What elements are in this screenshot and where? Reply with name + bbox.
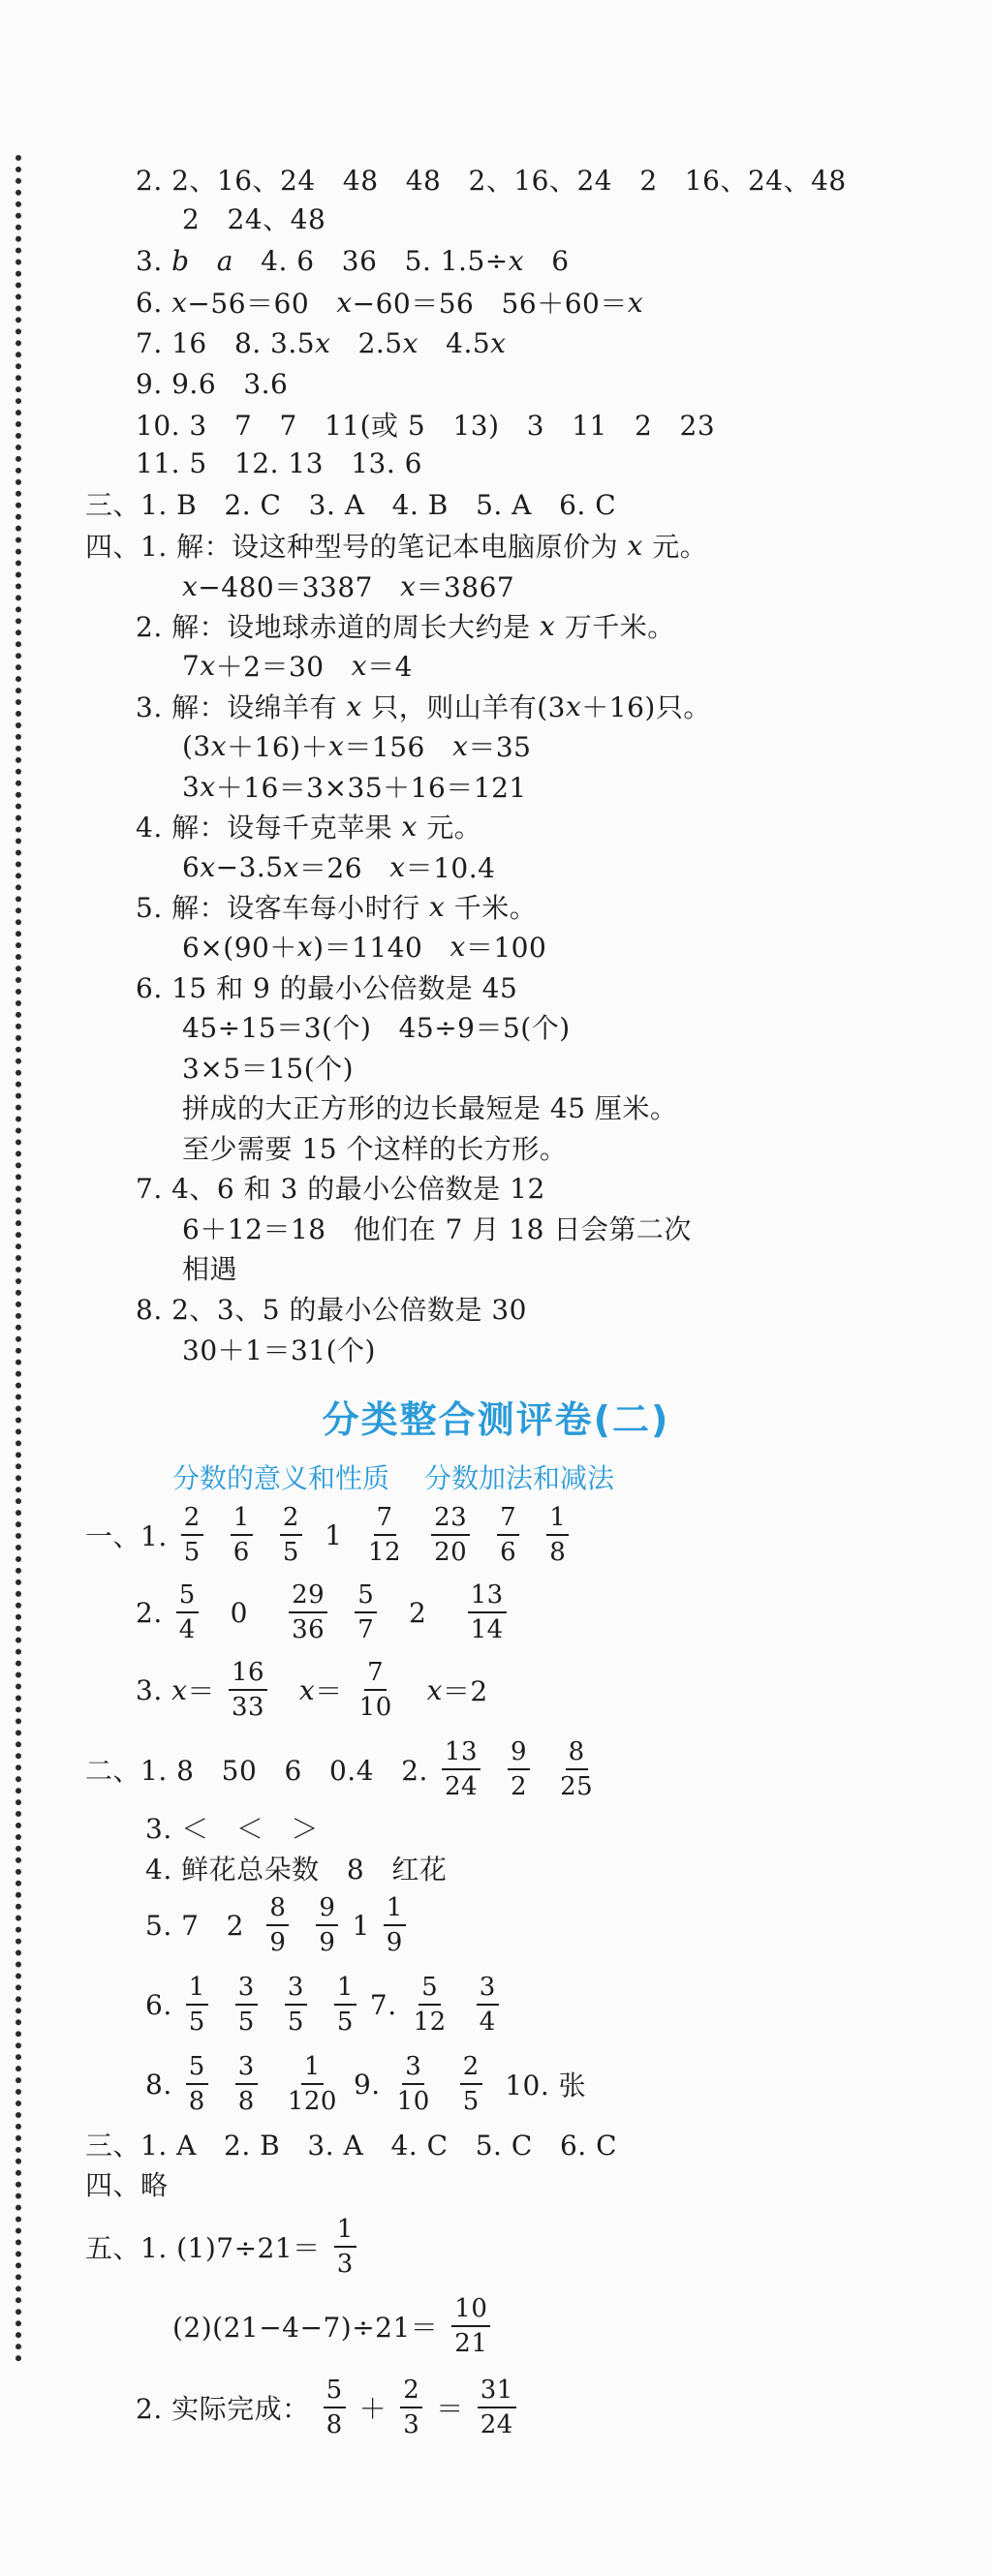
variable-text: x	[565, 690, 582, 722]
fraction-denominator: 36	[292, 1615, 326, 1644]
fraction-denominator: 12	[413, 2008, 447, 2037]
answer-text: 二、1. 8 50 6 0.4 2.	[85, 1755, 428, 1787]
variable-text: x	[171, 286, 188, 319]
fraction-numerator: 2	[181, 1505, 203, 1536]
answer-text: 6＋12＝18 他们在 7 月 18 日会第二次	[182, 1213, 692, 1245]
fraction-numerator: 1	[301, 2054, 324, 2085]
answer-text: 2	[390, 1596, 454, 1629]
answer-text: 只，则山羊有(3	[361, 691, 566, 723]
answer-text: ＝10.4	[405, 852, 496, 884]
answer-text: ＋2＝30	[215, 651, 352, 683]
fraction-numerator: 1	[186, 1975, 208, 2006]
answer-text	[409, 1674, 427, 1706]
fraction	[394, 2054, 433, 2114]
fraction-denominator: 4	[479, 2008, 496, 2037]
answer-line	[182, 845, 495, 888]
variable-text: x	[450, 930, 466, 963]
fraction-denominator: 10	[396, 2087, 430, 2116]
fraction-denominator: 6	[232, 1538, 250, 1567]
fraction-numerator: 5	[355, 1582, 377, 1613]
fraction-denominator: 14	[470, 1615, 504, 1644]
answer-line	[182, 1005, 571, 1048]
answer-text: 2 24、48	[182, 203, 326, 235]
answer-line	[85, 482, 616, 525]
fraction-numerator: 8	[566, 1739, 588, 1770]
answer-line	[136, 604, 675, 647]
answer-text: 8.	[145, 2068, 172, 2101]
answer-text: ＝	[187, 1675, 215, 1707]
fraction	[460, 2054, 482, 2114]
answer-line	[136, 442, 422, 484]
variable-text: x	[351, 649, 368, 682]
variable-text: x	[298, 1673, 316, 1706]
answer-text: 5. 7 2	[145, 1909, 254, 1942]
answer-line	[136, 685, 711, 727]
answer-text: 6. 15 和 9 的最小公倍数是 45	[136, 972, 518, 1004]
fraction-numerator: 9	[316, 1895, 338, 1926]
answer-text: ＝	[315, 1675, 343, 1707]
variable-text: x	[315, 326, 331, 359]
fraction-numerator: 3	[235, 2054, 258, 2085]
fraction	[384, 1895, 406, 1955]
fraction-denominator: 5	[462, 2087, 480, 2116]
answer-line	[85, 2208, 370, 2285]
answer-line	[85, 2123, 617, 2165]
answer-text: 5. 解：设客车每小时行	[136, 892, 430, 924]
fraction-denominator: 120	[287, 2087, 337, 2116]
fraction-denominator: 5	[287, 2008, 304, 2037]
fraction-denominator: 9	[269, 1928, 287, 1957]
fraction-denominator: 8	[549, 1538, 567, 1567]
variable-text: x	[346, 690, 362, 722]
answer-line	[136, 281, 643, 323]
fraction-denominator: 4	[178, 1615, 196, 1644]
answer-line	[136, 2369, 530, 2446]
answer-text: ＝2	[442, 1675, 488, 1707]
fraction	[229, 1660, 267, 1720]
fraction-denominator: 20	[434, 1538, 468, 1567]
answer-text: 2.5	[330, 326, 403, 359]
fraction	[400, 2377, 422, 2438]
answer-text: 10. 3 7 7 11(或 5 13) 3 11 2 23	[136, 410, 716, 442]
fraction	[365, 1505, 404, 1565]
fraction-numerator: 2	[460, 2054, 482, 2085]
fraction	[266, 1895, 289, 1955]
fraction-numerator: 1	[231, 1505, 253, 1536]
variable-text: x	[389, 850, 406, 883]
answer-text: 30＋1＝31(个)	[182, 1334, 376, 1366]
fraction	[289, 1582, 327, 1642]
fraction-denominator: 5	[336, 2008, 354, 2037]
fraction-numerator: 2	[400, 2377, 422, 2408]
answer-text: ＋16＝3×35＋16＝121	[215, 772, 527, 804]
variable-text: x	[296, 930, 314, 963]
answer-line	[182, 765, 527, 808]
answer-text: 6.	[145, 1988, 172, 2021]
answer-text: 4.5	[418, 326, 491, 359]
fraction	[235, 2054, 258, 2114]
answer-text: 6	[182, 850, 201, 883]
variable-text: x	[200, 649, 216, 682]
fraction-denominator: 25	[560, 1772, 594, 1801]
fraction	[235, 1975, 258, 2035]
answer-text	[190, 245, 217, 277]
fraction	[557, 1739, 596, 1799]
answer-text: ＝4	[367, 651, 413, 683]
answer-text: 2.	[136, 1596, 163, 1629]
answer-text: 三、1. A 2. B 3. A 4. C 5. C 6. C	[85, 2130, 617, 2162]
answer-text: 4. 解：设每千克苹果	[136, 812, 402, 843]
fraction-numerator: 13	[468, 1582, 507, 1613]
fraction-numerator: 2	[280, 1505, 302, 1536]
answer-text: ＝	[436, 2393, 464, 2425]
answer-line	[182, 925, 546, 967]
answer-line	[85, 1496, 582, 1574]
variable-text: x	[210, 729, 228, 762]
variable-text: x	[402, 326, 418, 359]
fraction-numerator: 29	[289, 1582, 327, 1613]
answer-text: 10. 张	[495, 2070, 587, 2101]
fraction-numerator: 3	[477, 1975, 499, 2006]
answer-text: 2. 实际完成：	[136, 2393, 310, 2425]
answer-text: 相遇	[182, 1253, 238, 1285]
fraction	[411, 1975, 450, 2035]
answer-text: 4. 6 36 5. 1.5÷	[232, 244, 509, 277]
answer-line	[136, 885, 537, 928]
variable-text: x	[400, 569, 417, 602]
answer-line	[182, 565, 514, 607]
fraction	[324, 2377, 346, 2438]
variable-text: x	[452, 729, 469, 762]
answer-line	[136, 158, 847, 200]
section-title: 分类整合测评卷(二)	[322, 1398, 670, 1441]
fraction-denominator: 9	[319, 1928, 336, 1957]
answer-text: 1	[352, 1909, 370, 1942]
fraction-numerator: 7	[374, 1505, 396, 1536]
fraction	[546, 1505, 569, 1565]
answer-text: 2. 2、16、24 48 48 2、16、24 2 16、24、48	[136, 165, 847, 197]
fraction-denominator: 24	[444, 1772, 479, 1801]
answer-text: (2)(21−4−7)÷21＝	[172, 2312, 439, 2344]
answer-text: 11. 5 12. 13 13. 6	[136, 446, 422, 479]
answer-text: 6.	[136, 286, 172, 319]
answer-line	[172, 2287, 504, 2365]
answer-text: 3	[182, 770, 201, 803]
fraction-numerator: 10	[451, 2296, 490, 2327]
answer-text: 1	[315, 1518, 352, 1551]
answer-text: 拼成的大正方形的边长最短是 45 厘米。	[182, 1092, 678, 1124]
fraction	[280, 1505, 302, 1565]
answer-text: 万千米。	[555, 611, 675, 643]
fraction-numerator: 8	[266, 1895, 289, 1926]
answer-text: −60＝56 56＋60＝	[352, 288, 628, 320]
answer-text: ＋16)＋	[227, 731, 329, 763]
fraction	[231, 1505, 253, 1565]
variable-text: x	[200, 770, 216, 803]
variable-text: x	[429, 890, 446, 923]
answer-line	[182, 1046, 354, 1089]
answer-text: 三、1. B 2. C 3. A 4. B 5. A 6. C	[85, 489, 617, 521]
fraction-numerator: 13	[442, 1739, 480, 1770]
fraction-denominator: 2	[511, 1772, 528, 1801]
variable-text: b	[171, 244, 190, 277]
fraction-numerator: 5	[176, 1582, 199, 1613]
variable-text: x	[182, 569, 199, 602]
answer-text: 3.	[136, 244, 172, 277]
answer-line	[182, 197, 326, 239]
answer-text: ＝3867	[416, 571, 515, 603]
answer-text: 9.	[353, 2068, 381, 2101]
answer-line	[182, 644, 413, 687]
answer-line	[145, 1806, 319, 1849]
variable-text: x	[200, 850, 216, 883]
answer-text: 四、1. 解：设这种型号的笔记本电脑原价为	[85, 531, 628, 563]
fraction-numerator: 5	[186, 2054, 208, 2085]
fraction	[451, 2296, 490, 2356]
answer-line	[136, 1287, 527, 1330]
answer-text: 3. ＜ ＜ ＞	[145, 1813, 320, 1845]
answer-text: )＝1140	[313, 932, 450, 964]
answer-text: ＝100	[465, 932, 547, 964]
answer-line	[182, 1126, 567, 1169]
answer-text: 至少需要 15 个这样的长方形。	[182, 1133, 568, 1165]
answer-text: 45÷15＝3(个) 45÷9＝5(个)	[182, 1012, 571, 1044]
answer-text: 7	[182, 649, 201, 682]
fraction-denominator: 9	[386, 1928, 403, 1957]
fraction-numerator: 3	[402, 2054, 424, 2085]
answer-line	[182, 1328, 376, 1370]
fraction-numerator: 5	[418, 1975, 441, 2006]
answer-text: ＋16)只。	[581, 691, 711, 723]
fraction	[334, 2217, 356, 2277]
answer-line	[136, 805, 481, 847]
fraction-numerator: 16	[229, 1660, 267, 1691]
variable-text: x	[171, 1673, 188, 1706]
fraction	[477, 1975, 499, 2035]
variable-text: x	[490, 326, 507, 359]
fraction-denominator: 33	[231, 1693, 265, 1722]
fraction-numerator: 7	[364, 1660, 387, 1691]
answer-text: 一、1.	[85, 1520, 168, 1552]
fraction-denominator: 10	[358, 1693, 392, 1722]
fraction-denominator: 3	[403, 2410, 420, 2439]
fraction-numerator: 5	[324, 2377, 346, 2408]
fraction-numerator: 1	[334, 1975, 356, 2006]
fraction	[355, 1582, 377, 1642]
fraction-denominator: 8	[237, 2087, 255, 2116]
answer-line	[145, 2045, 586, 2123]
answer-line	[145, 1847, 447, 1889]
fraction-denominator: 5	[188, 2008, 205, 2037]
fraction	[442, 1739, 480, 1799]
answer-text	[281, 1674, 299, 1706]
answer-text: 7. 4、6 和 3 的最小公倍数是 12	[136, 1173, 545, 1205]
answer-line	[136, 239, 570, 282]
answer-text: −56＝60	[187, 288, 337, 320]
answer-text: 4. 鲜花总朵数 8 红花	[145, 1854, 448, 1886]
variable-text: x	[540, 609, 556, 642]
answer-text: ＋	[358, 2393, 388, 2425]
answer-text: 8. 2、3、5 的最小公倍数是 30	[136, 1294, 527, 1326]
fraction	[181, 1505, 203, 1565]
answer-text: 2. 解：设地球赤道的周长大约是	[136, 611, 541, 643]
answer-text: 千米。	[445, 892, 538, 924]
fraction	[285, 1975, 307, 2035]
answer-text: ＝156	[344, 731, 453, 763]
answer-line	[145, 1966, 512, 2043]
variable-text: x	[336, 286, 353, 319]
fraction-numerator: 7	[497, 1505, 519, 1536]
variable-text: a	[216, 244, 233, 277]
fraction	[285, 2054, 340, 2114]
answer-line	[182, 1207, 692, 1249]
variable-text: x	[426, 1673, 443, 1706]
variable-text: x	[283, 850, 299, 883]
fraction-numerator: 9	[508, 1739, 530, 1770]
answer-text: 四、略	[85, 2169, 169, 2201]
fraction	[186, 2054, 208, 2114]
fraction	[316, 1895, 338, 1955]
answer-text: −3.5	[215, 850, 284, 883]
answer-text: 元。	[642, 531, 708, 563]
answer-text: 五、1. (1)7÷21＝	[85, 2232, 321, 2264]
variable-text: x	[328, 729, 345, 762]
section-subtitles	[172, 1457, 649, 1496]
fraction-denominator: 24	[480, 2410, 513, 2439]
fraction	[497, 1505, 519, 1565]
answer-line	[136, 966, 517, 1008]
answer-line	[145, 1886, 419, 1964]
fraction	[356, 1660, 395, 1720]
answer-line	[136, 403, 715, 445]
answer-text: 元。	[417, 812, 482, 843]
fraction	[431, 1505, 470, 1565]
answer-line	[136, 1166, 545, 1209]
answer-text: −480＝3387	[198, 571, 401, 603]
answer-text: 6×(90＋	[182, 932, 297, 964]
fraction-numerator: 1	[334, 2217, 356, 2248]
fraction-numerator: 23	[431, 1505, 470, 1536]
fraction	[186, 1975, 208, 2035]
fraction-denominator: 6	[500, 1538, 517, 1567]
fraction-denominator: 8	[326, 2410, 343, 2439]
fraction-denominator: 5	[237, 2008, 255, 2037]
answer-text: 9. 9.6 3.6	[136, 367, 289, 400]
answer-line	[182, 1246, 237, 1289]
subtitle-fraction-add-subtract: 分数加法和减法	[424, 1462, 615, 1494]
fraction-denominator: 5	[183, 1538, 201, 1567]
answer-line	[136, 322, 506, 364]
fraction-denominator: 8	[188, 2087, 205, 2116]
answer-line	[182, 724, 532, 767]
answer-line	[85, 2162, 169, 2205]
answer-text: ＝26	[298, 852, 390, 884]
answer-line	[136, 1574, 520, 1651]
fraction-denominator: 12	[367, 1538, 402, 1567]
binding-dotted-line	[16, 155, 21, 2363]
variable-text: x	[508, 244, 525, 277]
variable-text: x	[627, 529, 643, 562]
fraction-numerator: 1	[546, 1505, 569, 1536]
answer-text: (3	[182, 729, 211, 762]
answer-line	[136, 1651, 488, 1729]
answer-text: 7. 16 8. 3.5	[136, 326, 316, 359]
answer-text: 3.	[136, 1673, 172, 1706]
fraction-denominator: 3	[336, 2250, 354, 2279]
fraction	[478, 2377, 516, 2438]
answer-line	[182, 1086, 677, 1128]
variable-text: x	[627, 286, 644, 319]
fraction-numerator: 31	[478, 2377, 516, 2408]
fraction-denominator: 5	[282, 1538, 299, 1567]
fraction	[508, 1739, 530, 1799]
fraction-numerator: 1	[384, 1895, 406, 1926]
answer-text: 6	[524, 244, 570, 277]
subtitle-fraction-meaning: 分数的意义和性质	[172, 1462, 390, 1494]
answer-text: 7.	[369, 1988, 397, 2021]
fraction-denominator: 7	[357, 1615, 375, 1644]
fraction-numerator: 3	[285, 1975, 307, 2006]
answer-text: 3×5＝15(个)	[182, 1053, 355, 1085]
answer-text: 3. 解：设绵羊有	[136, 691, 347, 723]
fraction-numerator: 3	[235, 1975, 258, 2006]
answer-line	[85, 1731, 609, 1808]
fraction-denominator: 21	[454, 2329, 488, 2358]
answer-line	[136, 362, 288, 405]
fraction	[176, 1582, 199, 1642]
answer-text: 0	[211, 1596, 276, 1629]
fraction	[468, 1582, 507, 1642]
answer-text: ＝35	[468, 731, 532, 763]
variable-text: x	[401, 810, 418, 843]
fraction	[334, 1975, 356, 2035]
answer-line	[85, 524, 707, 567]
